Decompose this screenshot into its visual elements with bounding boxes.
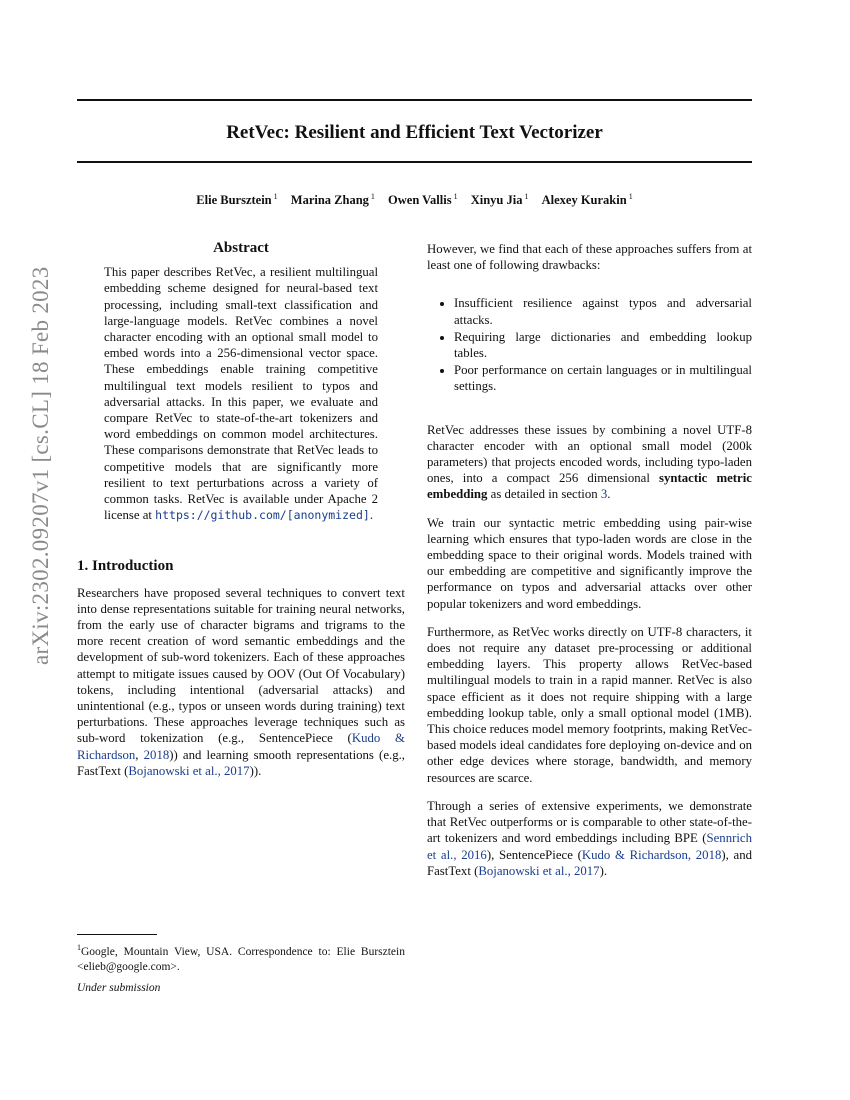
citation-link[interactable]: Kudo & Richardson bbox=[77, 731, 405, 762]
footnote-rule bbox=[77, 934, 157, 935]
right-column bbox=[427, 241, 752, 879]
citation-link[interactable]: 2018 bbox=[143, 747, 170, 762]
github-link[interactable]: https://github.com/[anonymized] bbox=[155, 508, 370, 523]
abstract-body: This paper describes RetVec, a resilient multilingual embedding scheme designed for neural-based text processing, including small-text classification and large-language models. RetVec combines a novel character encoding with an optional small model to embed words into a 256-dimensional vector space. These embeddings enable training competitive multilingual text models resilient to typos and adversarial attacks. In this paper, we evaluate and compare RetVec to state-of-the-art tokenizers and word embeddings on common model architectures. These comparisons demonstrate that RetVec leads to competitive models that are significantly more resilient to text perturbations across a variety of common tasks. RetVec is available under Apache 2 license at https://github.com/[anonymized]. bbox=[104, 265, 378, 523]
author-list bbox=[77, 192, 752, 208]
efficiency-paragraph: Furthermore, as RetVec works directly on UTF-8 characters, it does not require any dataset pre-processing or additional embedding layers. This property allows RetVec-based multilingual models to train in a rapid manner. RetVec is also space efficient as it does not require shipping with a large embedding lookup table, only a small optional model (1MB). This choice reduces model memory footprints, making RetVec-based models ideal candidates fore deploying on-device and on other edge devices where storage, bandwidth, and memory resources are scarce. bbox=[427, 624, 752, 785]
drawbacks-list bbox=[427, 295, 752, 394]
intro-paragraph: Researchers have proposed several techniques to convert text into dense representations suitable for training neural networks, from the early use of character bigrams and trigrams to the more recent creation of word semantic embeddings and the development of sub-word tokenizers. Each of these approaches attempt to mitigate issues caused by OOV (Out Of Vocabulary) tokens, including intentional (adversarial attacks) and unintentional (e.g., typos or unseen words during training) text perturbations. These approaches leverage techniques such as sub-word tokenization (e.g., SentencePiece (Kudo & Richardson, 2018)) and learning smooth representations (e.g., FastText (Bojanowski et al., 2017)). bbox=[77, 585, 405, 778]
title-bottom-rule bbox=[77, 161, 752, 163]
author: Owen Vallis $^1$ bbox=[388, 192, 458, 208]
list-item: • Insufficient resilience against typos and adversarial attacks. bbox=[454, 295, 752, 327]
citation-link[interactable]: Bojanowski et al., 2017 bbox=[478, 863, 600, 878]
author: Alexey Kurakin $^1$ bbox=[541, 192, 633, 208]
paper-title: RetVec: Resilient and Efficient Text Vectorizer bbox=[226, 122, 603, 143]
author: Elie Bursztein $^1$ bbox=[196, 192, 278, 208]
top-rule bbox=[77, 99, 752, 101]
training-paragraph: We train our syntactic metric embedding using pair-wise learning which ensures that typo-laden words are close in the embedding space to their original words. Models trained with our embedding are competitive and significantly improve the performance on typos and adversarial attacks over other popular tokenizers and word embeddings. bbox=[427, 515, 752, 611]
footnote: $^1$Google, Mountain View, USA. Correspondence to: Elie Bursztein <elieb@google.com>. bbox=[77, 943, 405, 973]
section-heading-introduction: 1. Introduction bbox=[77, 558, 174, 575]
citation-link[interactable]: Kudo & Richardson, 2018 bbox=[581, 847, 722, 862]
section-ref-link[interactable]: 3 bbox=[600, 487, 608, 502]
left-column bbox=[77, 240, 405, 779]
experiments-paragraph: Through a series of extensive experiments, we demonstrate that RetVec outperforms or is comparable to other state-of-the-art tokenizers and word embeddings including BPE (Sennrich et al., 2016), SentencePiece (Kudo & Richardson, 2018), and FastText (Bojanowski et al., 2017). bbox=[427, 798, 752, 878]
citation-link[interactable]: Sennrich et al., 2016 bbox=[427, 831, 752, 862]
submission-status: Under submission bbox=[77, 982, 161, 994]
arxiv-identifier: arXiv:2302.09207v1 [cs.CL] 18 Feb 2023 bbox=[28, 266, 53, 665]
citation-link[interactable]: Bojanowski et al., 2017 bbox=[128, 763, 250, 778]
author: Xinyu Jia $^1$ bbox=[470, 192, 529, 208]
author: Marina Zhang $^1$ bbox=[290, 192, 375, 208]
list-item: • Poor performance on certain languages or in multilingual settings. bbox=[454, 362, 752, 394]
retvec-paragraph: RetVec addresses these issues by combining a novel UTF-8 character encoder with an optional small model (200k parameters) that projects encoded words, including typo-laden ones, into a compact 256 dimensional syntactic metric embedding as detailed in section 3. bbox=[427, 422, 752, 502]
drawbacks-intro: However, we find that each of these approaches suffers from at least one of following drawbacks: bbox=[427, 242, 752, 273]
abstract-heading: Abstract bbox=[213, 240, 269, 256]
list-item: • Requiring large dictionaries and embedding lookup tables. bbox=[454, 329, 752, 361]
